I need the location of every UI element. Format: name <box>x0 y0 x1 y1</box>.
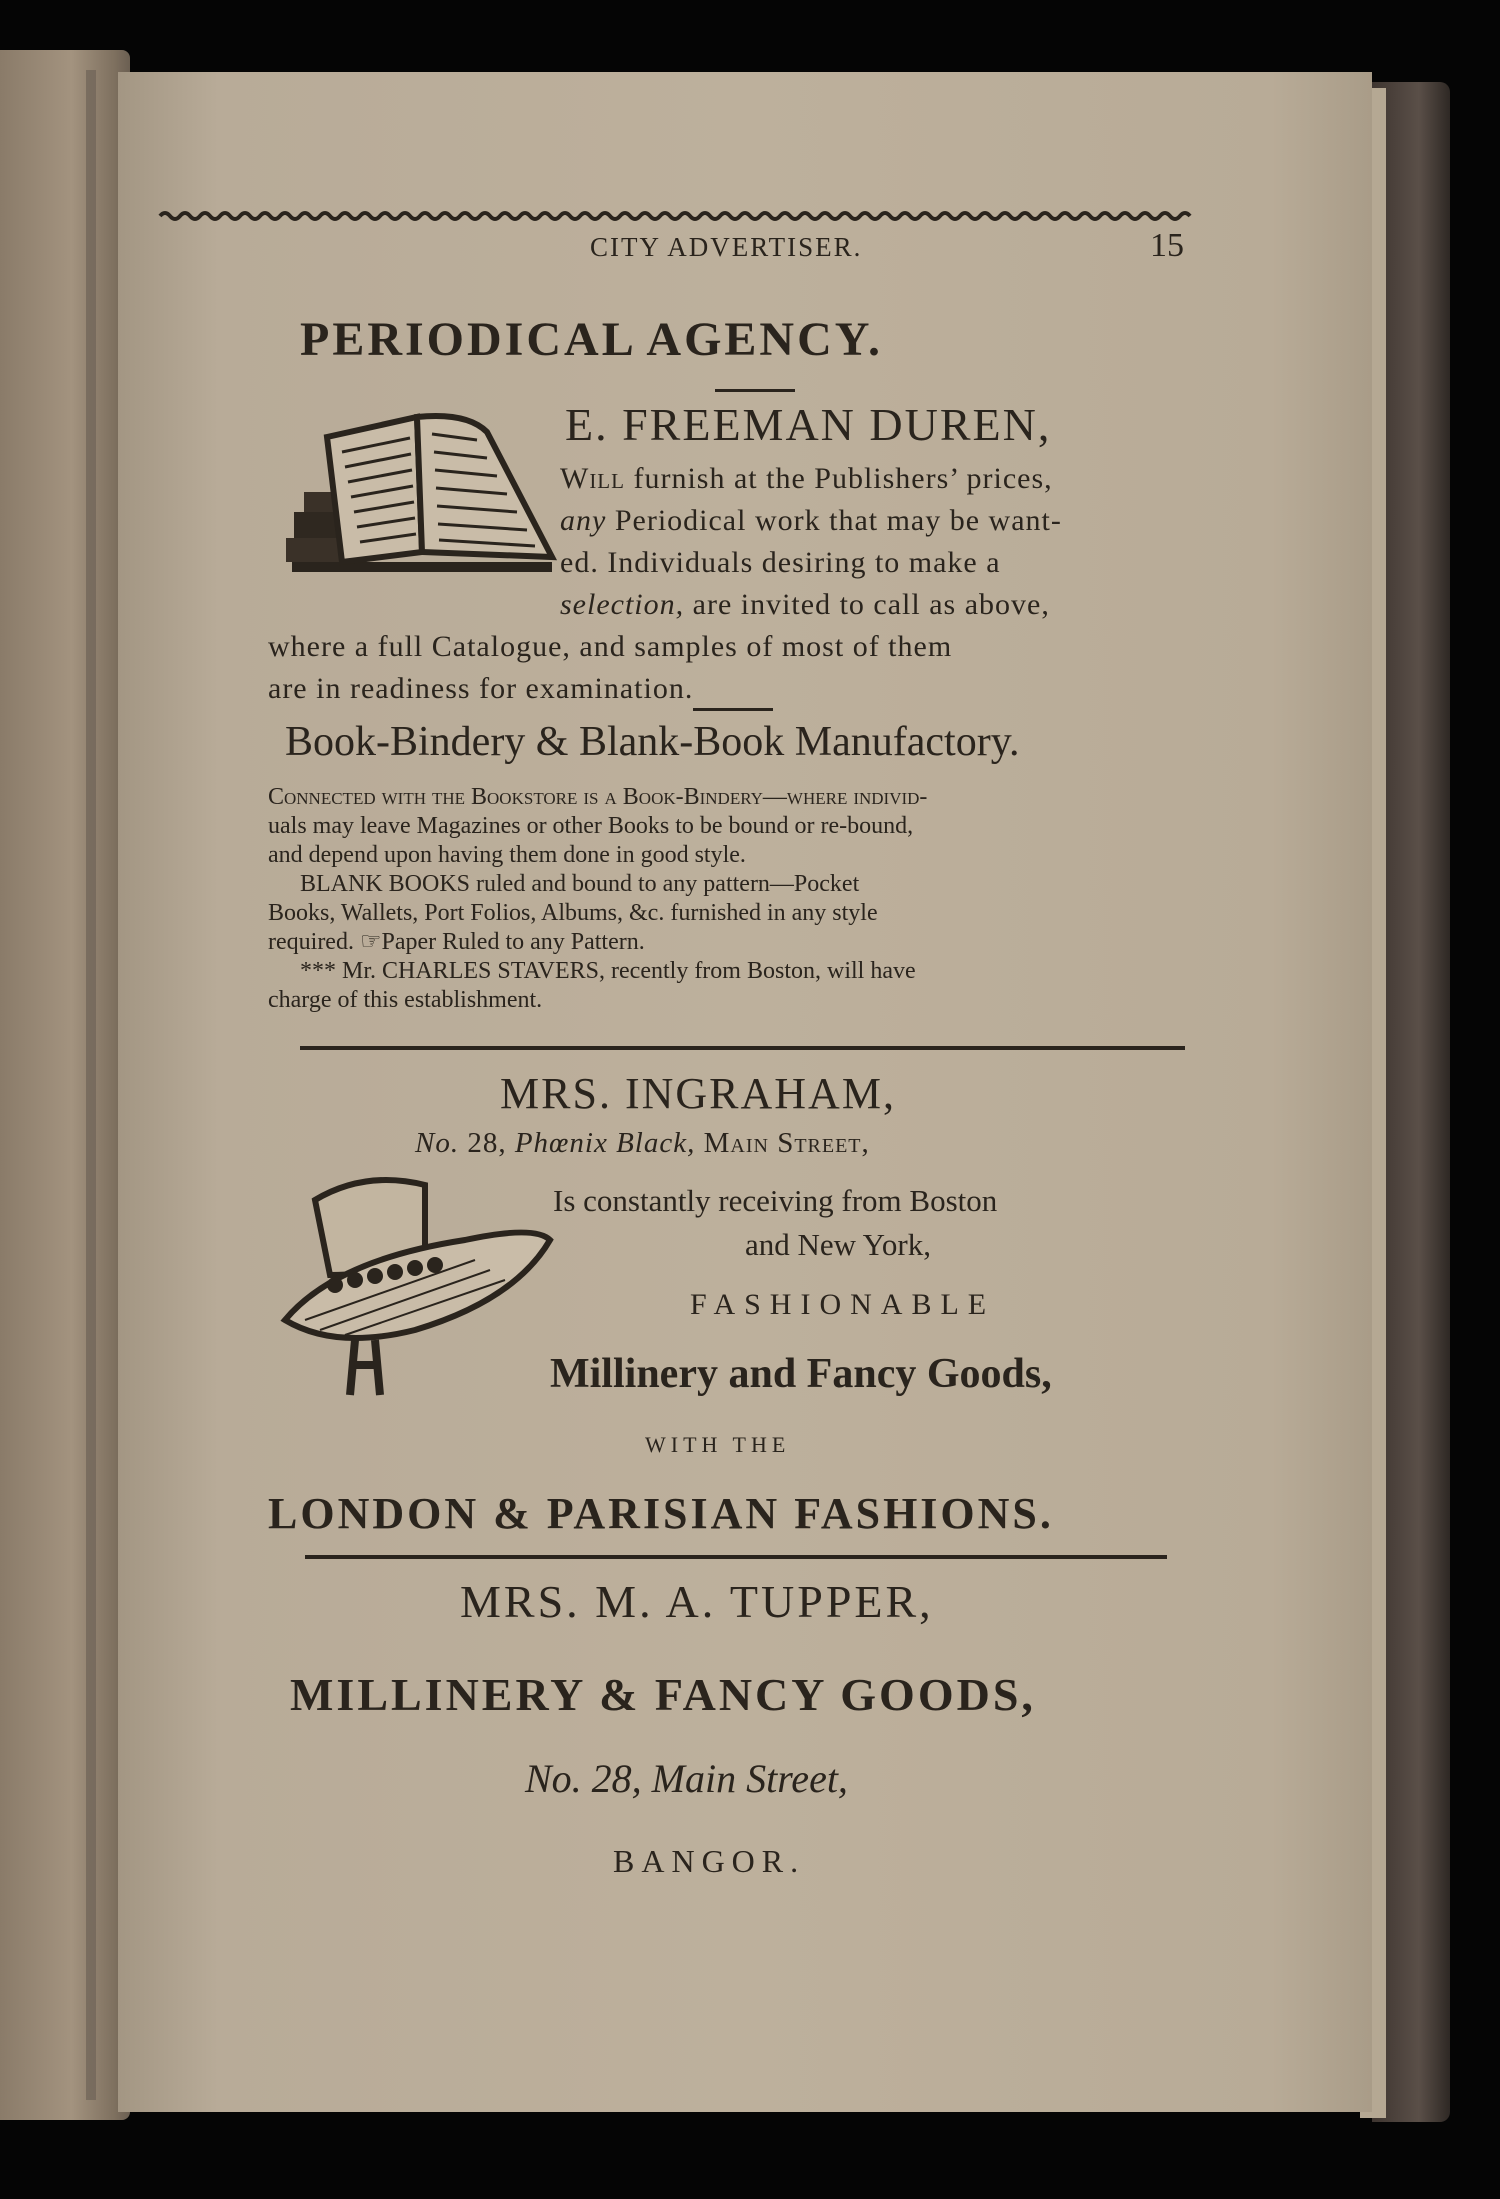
bindery-line-2: uals may leave Magazines or other Books to be bound or re-bound, <box>268 813 914 839</box>
bindery-line-4: BLANK BOOKS ruled and bound to any pattern—Pocket <box>300 871 860 897</box>
bindery-line-5: Books, Wallets, Port Folios, Albums, &c. furnished in any style <box>268 900 878 926</box>
millinery-goods: Millinery and Fancy Goods, <box>550 1351 1052 1397</box>
agency-line-2: any Periodical work that may be want- <box>560 504 1062 537</box>
agency-line-6: are in readiness for examination. <box>268 672 694 705</box>
bindery-line-1: Connected with the Bookstore is a Book-Bindery—where individ- <box>268 784 928 810</box>
with-the-label: WITH THE <box>645 1432 791 1457</box>
periodical-agency-heading: PERIODICAL AGENCY. <box>300 313 884 366</box>
agency-line-4: selection, are invited to call as above, <box>560 588 1050 621</box>
proprietor-name: E. FREEMAN DUREN, <box>565 399 1052 450</box>
section-rule <box>305 1555 1167 1559</box>
agency-line-5: where a full Catalogue, and samples of most of them <box>268 630 953 663</box>
open-book-icon <box>282 412 567 582</box>
wavy-rule <box>160 208 1190 224</box>
receiving-line: Is constantly receiving from Boston <box>553 1183 998 1218</box>
short-rule <box>693 708 773 711</box>
tupper-goods: MILLINERY & FANCY GOODS, <box>290 1669 1036 1720</box>
city-name: BANGOR. <box>613 1843 806 1879</box>
new-york-line: and New York, <box>745 1227 931 1262</box>
agency-line-3: ed. Individuals desiring to make a <box>560 546 1001 579</box>
bindery-line-3: and depend upon having them done in good style. <box>268 842 746 868</box>
tupper-name: MRS. M. A. TUPPER, <box>460 1576 934 1627</box>
ingraham-name: MRS. INGRAHAM, <box>500 1069 896 1118</box>
bindery-line-8: charge of this establishment. <box>268 987 543 1013</box>
ingraham-address: No. 28, Phœnix Black, Main Street, <box>415 1127 870 1159</box>
agency-line-1: Will furnish at the Publishers’ prices, <box>560 462 1053 495</box>
book-gutter <box>86 70 96 2100</box>
bindery-heading: Book-Bindery & Blank-Book Manufactory. <box>285 719 1020 765</box>
london-parisian-fashions: LONDON & PARISIAN FASHIONS. <box>268 1489 1054 1538</box>
fashionable-label: FASHIONABLE <box>690 1288 996 1321</box>
facing-page <box>0 50 130 2120</box>
running-title: CITY ADVERTISER. <box>590 232 863 262</box>
bindery-line-6: required. ☞Paper Ruled to any Pattern. <box>268 929 645 955</box>
short-rule <box>715 389 795 392</box>
page-number: 15 <box>1150 227 1184 264</box>
section-rule <box>300 1046 1185 1050</box>
bonnet-hat-icon <box>275 1170 565 1400</box>
tupper-address: No. 28, Main Street, <box>525 1756 848 1801</box>
bindery-line-7: *** Mr. CHARLES STAVERS, recently from Boston, will have <box>300 958 916 984</box>
